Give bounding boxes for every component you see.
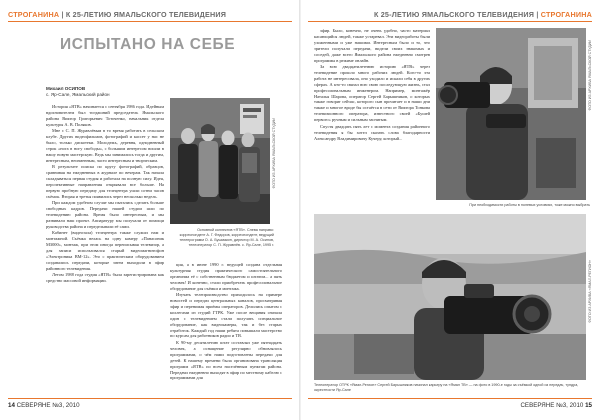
paragraph: Кабинет (видеозала) телецентра также служил нам и монтажной. Съёмка велась на одну камеру «Панасоник М3000», монтаж, при этом иногда переписывая телевизор, а для записи использовался старый видеомагнитофон «Электроника ВМ-12». Это с практическим оборудованием создавались передачи, которые затем выходили в эфир районного телевидения.	[46, 230, 164, 271]
paragraph: Мне с С. П. Журавлёвым в то время работать в сельском клубе. Других видеофильмов, фотографий и кассет у нас не было, только дискотеки. Молодежь, деревня, однодневный строк «нога в ногу свободы», с большим интересом вошли в нашу новую мастерскую. Ведь мы занимались тогда и другим, интересным, неизменным, часто интересным и творческим.	[46, 128, 164, 163]
studio-photo	[436, 28, 586, 200]
right-footer-rule	[308, 398, 592, 399]
article-headline: ИСПЫТАНО НА СЕБЕ	[60, 36, 236, 53]
author-name: Михаил ОСИПОВ	[46, 86, 86, 91]
right-page	[300, 0, 600, 420]
running-head-topic: К 25-ЛЕТИЮ ЯМАЛЬСКОГО ТЕЛЕВИДЕНИЯ	[373, 10, 535, 19]
studio-photo-image	[436, 28, 586, 200]
paragraph: За всю двадцатилетнюю историю «ЯТВ» через телевидение прошло много рабочих людей. Кого-то эта работа не интересовала, оно уходило и искали себя в других сферах. А кто-то связал всю свою последующую жизнь, стал профессиональным инженером. Например, монтажёр Наталья Шарова, оператор Сергей Барышников, о которых также говорят сейчас, которого сын прочитает и в наши дни также и многое вроде бы остаётся в сети от Виктора Тонкова телевизионного оператора, известного своей «Бушей первого» ручным и сильным заснятым.	[314, 64, 430, 123]
left-running-head	[8, 10, 226, 19]
author-byline	[46, 86, 110, 98]
right-header-rule	[308, 21, 592, 22]
right-folio	[520, 402, 592, 409]
right-column-1	[314, 28, 430, 228]
running-head-separator: |	[61, 10, 64, 19]
running-head-topic: К 25-ЛЕТИЮ ЯМАЛЬСКОГО ТЕЛЕВИДЕНИЯ	[65, 10, 227, 19]
paragraph: Изучать телепроизводство приходилось на примере новостей и передач центральных каналов, просматривая эфир и перенимая приёмы операторов. Делились опытом с коллегами из студий ГТРК. Уже после вещания сначала один с телевидением стали получать специальное оборудование, как видеокамеры, так и без старых отработок. Каждый год наши ребята повышали мастерство по курсам для работников радио и ТВ.	[170, 292, 282, 339]
field-photo-caption: Телеоператор ОТРК «Ямал-Регион» Сергей Барышников начинал карьеру на «Ямал ТВ» — на фото в 1990-е годы за съёмкой одной из передач, тундра, окрестности Яр-Сале	[314, 383, 579, 392]
studio-photo-caption: При необходимости работы в полевых условиях, тоже можно выбрать	[469, 203, 590, 207]
left-column-1	[46, 104, 164, 389]
author-location: с. Яр-Сале, Ямальский район	[46, 92, 110, 97]
magazine-issue: СЕВЕРЯНЕ №3, 2010	[520, 402, 584, 409]
paragraph: Спустя двадцать пять лет с момента создания районного телевидения я бы хотел сказать слова благодарности Александру Владимировичу Кучеру, который...	[314, 123, 430, 141]
studio-photo-credit: ФОТО ИЗ АРХИВА ЯМАЛЬСКОЙ СТУДИИ	[588, 40, 592, 111]
field-photo-credit: ФОТО ИЗ АРХИВА «ЯМАЛ-РЕГИОН»	[588, 260, 592, 323]
paragraph: История «ЯТВ» начинается с сентября 1986 года. Идейным вдохновителем был тогдашний председатель Ямальского района Виктор Григорьевич Тоточенко, начальник отдела культуры А. В. Поляков.	[46, 104, 164, 127]
paragraph: ция, а в июне 1990 г. ведущей создана отдельная культурная студия практического самостоятельного организма её с собственным бюджетом и штатом... а пять человек! И конечно, стали приобретать профессиональное оборудование для съёмки и монтажа.	[170, 262, 282, 291]
field-photo-image	[314, 214, 586, 380]
paragraph: В результате поиска по кругу фотографий, образцов, сравнивая на ежедневных в журнале по вечерам. Так начала складываться первая студия и работала на полную силу. Идея, перспективные направления открывали все больше. На первую пробную передачу для телецентра ушли сотни часов съёмок. Вторая и третья появились через несколько недель.	[46, 164, 164, 199]
section-label: СТРОГАНИНА	[8, 10, 60, 19]
paragraph: К 90-му десятилетию штат составлял уже пятнадцать человек, а оснащение регулярно обновлялось программами, о чём нами подготовлены передачи для детей. К нашему времени была организована трансляция программ «ЯТВ» по всем населённым пунктам района. Передачи ежедневно выходят в эфир по местному кабелю с программами для	[170, 339, 282, 381]
section-label: СТРОГАНИНА	[540, 10, 592, 19]
page-number: 14	[8, 402, 15, 409]
group-photo-image	[170, 98, 270, 224]
left-footer-rule	[8, 398, 292, 399]
left-column-2	[170, 262, 282, 390]
group-photo	[170, 98, 270, 224]
paragraph: Летом 1988 года студия «ЯТВ» была зарегистрирована как средство массовой информации.	[46, 272, 164, 284]
left-folio	[8, 402, 80, 409]
paragraph: При каждом удобном случае мы пытались сделать больше свободных кадров. Передачи нашей студии шли по телевидению района. Время было интересным, и мы развивали наш проект. Аппаратуру мы получали от помощи руководства района и переделывали её сами.	[46, 200, 164, 229]
left-header-rule	[8, 21, 292, 22]
paragraph: эфир. Было, конечно, не очень удобно, часто материал касающийся людей, также устаревал. Эти видеоработы были ухоженными и уже нашими. Интересным было и то, что зрители получали передачи, видели своих знакомых и соседей, даже всего Ямальского района ежедневно смотрев программы в режиме онлайн.	[314, 28, 430, 63]
magazine-issue: СЕВЕРЯНЕ №3, 2010	[16, 402, 80, 409]
field-photo	[314, 214, 586, 380]
running-head-separator: |	[536, 10, 539, 19]
page-number: 15	[585, 402, 592, 409]
right-running-head	[374, 10, 592, 19]
group-photo-credit: ФОТО ИЗ АРХИВА ЯМАЛЬСКОЙ СТУДИИ	[272, 118, 276, 189]
group-photo-caption: Основной коллектив «ЯТВ». Слева направо: корреспондент А. Г. Федоров, корреспондент, ведущий телепрограмм О. А. Бушмакин, директор М. А. Осипов, телеоператор С. П. Журавлёв. с. Яр-Сале, 1995 г.	[179, 228, 274, 247]
